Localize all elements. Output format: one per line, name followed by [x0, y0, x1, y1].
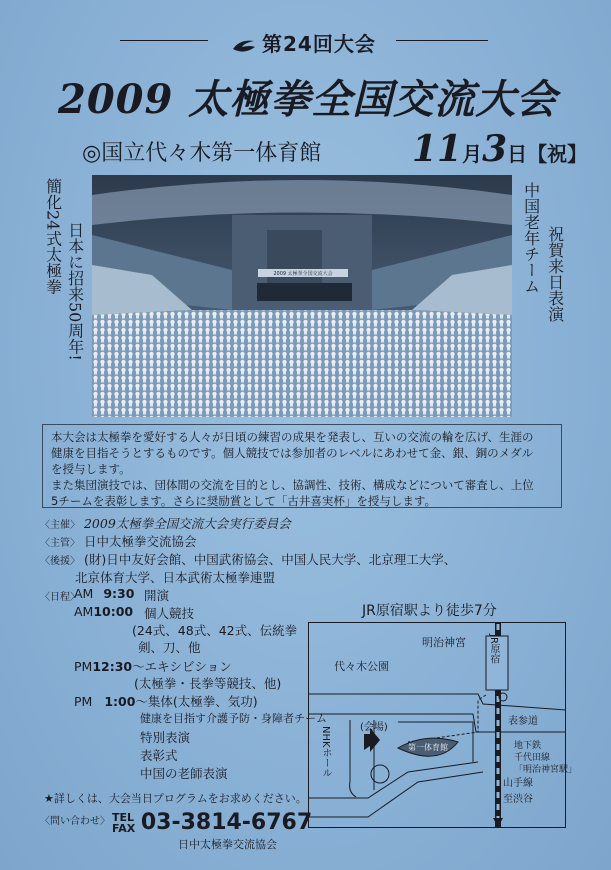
map-venue-label: (会場)	[360, 722, 388, 733]
contact-phone	[112, 810, 312, 835]
schedule-event: 〜エキシビション	[132, 659, 232, 674]
date-day: 3	[482, 128, 508, 170]
edition-label: 第24回大会	[262, 32, 376, 56]
map-nhk-hall: NHKホール	[320, 726, 331, 778]
map-subway-2: 千代田線	[514, 753, 551, 763]
schedule-time: 1:00	[104, 694, 136, 709]
manager-row	[40, 532, 197, 550]
map-jr-harajuku: JR原宿	[488, 634, 499, 664]
schedule-label: 〈日程〉	[40, 592, 80, 603]
sponsor-value: (財)日中友好会館、中国武術協会、中国人民大学、北京理工大学、	[83, 552, 457, 567]
organizer-label: 〈主催〉	[40, 520, 80, 531]
sponsor-row-2	[75, 568, 275, 586]
date-month-unit: 月	[462, 142, 483, 166]
schedule-time: 10:00	[93, 604, 134, 619]
swirl-logo-icon	[230, 37, 258, 55]
contact-organization: 日中太極拳交流協会	[178, 838, 277, 851]
venue-name: ◎国立代々木第一体育館	[82, 141, 322, 166]
tel-fax-labels	[112, 812, 135, 834]
manager-label: 〈主管〉	[40, 538, 80, 549]
header-rule-left	[120, 40, 208, 41]
schedule-event: 〜集体(太極拳、気功)	[135, 694, 258, 709]
sponsor-value-2: 北京体育大学、日本武術太極拳連盟	[75, 570, 276, 585]
sponsor-label: 〈後援〉	[40, 556, 80, 567]
schedule-ampm: AM	[74, 604, 94, 619]
map-caption: JR原宿駅より徒歩7分	[362, 603, 497, 619]
schedule-detail: 健康を目指す介護予防・身障者チーム	[140, 712, 327, 725]
side-text-performance: 祝賀来日表演	[545, 226, 565, 322]
schedule-detail: 剣、刀、他	[138, 640, 201, 655]
schedule-detail: (太極拳・長拳等競技、他)	[134, 676, 282, 691]
side-text-anniversary: 日本に招来50周年!	[65, 222, 85, 361]
arena-photo	[92, 175, 512, 417]
map-subway-1: 地下鉄	[514, 741, 542, 751]
schedule-item	[74, 604, 195, 621]
program-note: ★詳しくは、大会当日プログラムをお求めください。	[44, 792, 307, 805]
inquiry-label: 〈問い合わせ〉	[40, 816, 110, 827]
event-description	[42, 424, 562, 508]
schedule-item	[74, 586, 170, 603]
schedule-detail: (24式、48式、42式、伝統拳	[132, 623, 298, 638]
map-subway-3: 「明治神宮駅」	[514, 765, 578, 775]
schedule-event: 開演	[144, 588, 170, 603]
sponsor-row	[40, 550, 456, 568]
description-line: を授与します。	[51, 462, 131, 476]
manager-value: 日中太極拳交流協会	[83, 534, 197, 549]
date-month: 11	[412, 128, 463, 170]
map-gym-label: 第一体育館	[408, 743, 448, 752]
event-title: 2009 太極拳全国交流大会	[58, 76, 558, 123]
map-shibuya: 至渋谷	[503, 794, 533, 805]
schedule-item	[74, 657, 232, 675]
side-text-chinese-team: 中国老年チーム	[521, 182, 541, 294]
arena-photo-image	[92, 175, 512, 417]
tel-label: TEL	[112, 810, 135, 824]
organizer-value: 2009太極拳全国交流大会実行委員会	[83, 516, 291, 531]
map-yoyogi-park: 代々木公園	[334, 660, 389, 673]
schedule-ampm: AM	[74, 586, 94, 601]
fax-label: FAX	[112, 821, 136, 835]
schedule-time: 12:30	[92, 659, 133, 674]
schedule-item	[74, 692, 258, 710]
schedule-event: 個人競技	[144, 606, 195, 621]
description-line: また集団演技では、団体間の交流を目的とし、協調性、技術、構成などについて審査し、上位	[51, 478, 534, 492]
schedule-detail: 表彰式	[140, 748, 178, 763]
organizer-row	[40, 514, 291, 532]
schedule-detail: 特別表演	[140, 730, 191, 745]
description-line: 健康を目指そうとするものです。個人競技では参加者のレベルにあわせて金、銀、銅のメダル	[51, 446, 534, 460]
map-yamanote: 山手線	[503, 778, 533, 789]
map-meiji-jingu: 明治神宮	[422, 636, 466, 649]
schedule-ampm: PM	[74, 659, 93, 674]
map-omotesando: 表参道	[508, 716, 538, 727]
description-line: 本大会は太極拳を愛好する人々が日頃の練習の成果を発表し、互いの交流の輪を広げ、生涯の	[51, 430, 534, 444]
schedule-detail: 中国の老師表演	[140, 766, 228, 781]
schedule-ampm: PM	[74, 694, 93, 709]
edition-heading	[230, 28, 376, 57]
date-holiday: 【祝】	[527, 142, 588, 166]
description-line: 5チームを表彰します。さらに奨励賞として「古井喜実杯」を授与します。	[51, 494, 436, 508]
event-date	[412, 128, 587, 170]
phone-number: 03-3814-6767	[140, 810, 313, 835]
header-rule-right	[396, 40, 488, 41]
schedule-time: 9:30	[103, 586, 135, 601]
access-map	[308, 622, 578, 828]
photo-banner: 2009 太極拳全国交流大会	[273, 271, 333, 277]
side-text-kanka: 簡化24式太極拳	[43, 178, 63, 295]
date-day-unit: 日	[507, 142, 528, 166]
